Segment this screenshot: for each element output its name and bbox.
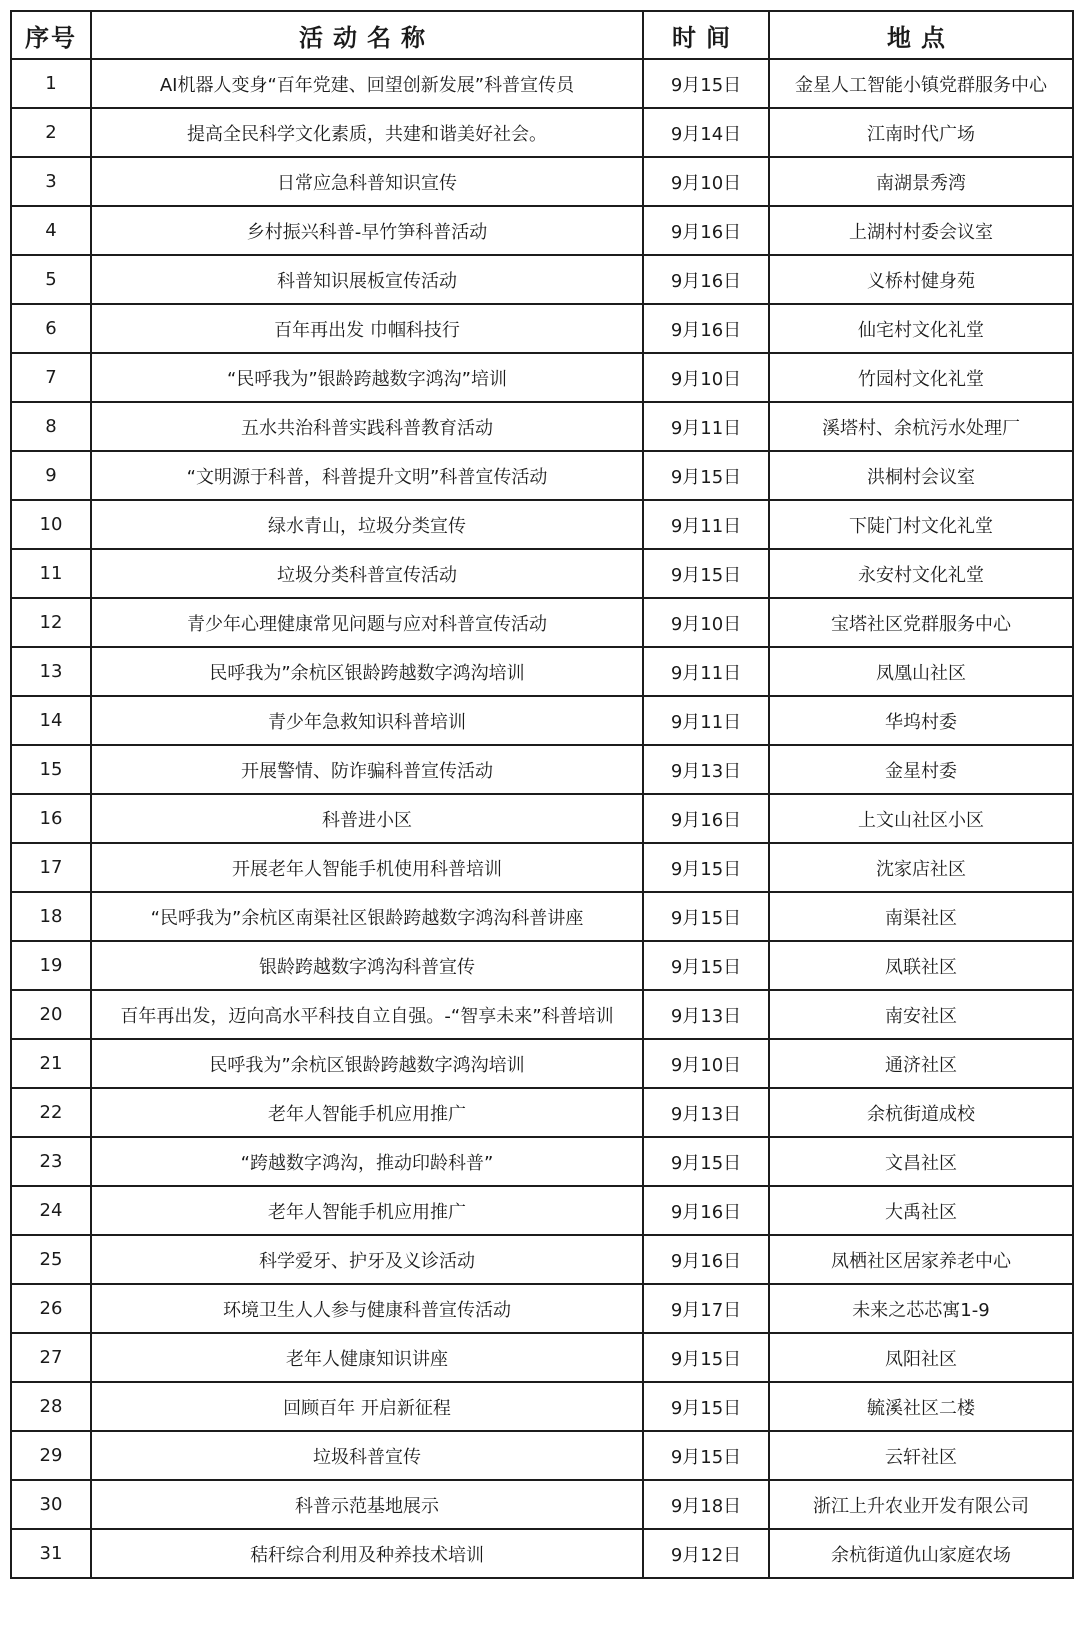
table-row bbox=[11, 59, 1073, 108]
column-header-no: 序号 bbox=[11, 11, 91, 59]
cell-time: 9月15日 bbox=[643, 843, 769, 892]
cell-place: 永安村文化礼堂 bbox=[769, 549, 1073, 598]
cell-time: 9月15日 bbox=[643, 941, 769, 990]
cell-place: 凤阳社区 bbox=[769, 1333, 1073, 1382]
cell-no: 27 bbox=[11, 1333, 91, 1382]
cell-activity-name: 老年人智能手机应用推广 bbox=[91, 1186, 643, 1235]
cell-activity-name: 老年人健康知识讲座 bbox=[91, 1333, 643, 1382]
table-row bbox=[11, 647, 1073, 696]
cell-time: 9月12日 bbox=[643, 1529, 769, 1578]
cell-place: 仙宅村文化礼堂 bbox=[769, 304, 1073, 353]
cell-no: 29 bbox=[11, 1431, 91, 1480]
cell-no: 8 bbox=[11, 402, 91, 451]
cell-activity-name: 科学爱牙、护牙及义诊活动 bbox=[91, 1235, 643, 1284]
cell-time: 9月10日 bbox=[643, 1039, 769, 1088]
column-header-place: 地点 bbox=[769, 11, 1073, 59]
cell-activity-name: 垃圾分类科普宣传活动 bbox=[91, 549, 643, 598]
cell-place: 南湖景秀湾 bbox=[769, 157, 1073, 206]
cell-activity-name: 民呼我为”余杭区银龄跨越数字鸿沟培训 bbox=[91, 1039, 643, 1088]
cell-no: 23 bbox=[11, 1137, 91, 1186]
cell-time: 9月13日 bbox=[643, 990, 769, 1039]
table-row bbox=[11, 1088, 1073, 1137]
cell-time: 9月15日 bbox=[643, 1382, 769, 1431]
table-header bbox=[11, 11, 1073, 59]
cell-place: 下陡门村文化礼堂 bbox=[769, 500, 1073, 549]
cell-time: 9月13日 bbox=[643, 1088, 769, 1137]
cell-no: 30 bbox=[11, 1480, 91, 1529]
cell-time: 9月15日 bbox=[643, 451, 769, 500]
cell-no: 9 bbox=[11, 451, 91, 500]
cell-no: 4 bbox=[11, 206, 91, 255]
cell-time: 9月16日 bbox=[643, 1235, 769, 1284]
column-header-name: 活动名称 bbox=[91, 11, 643, 59]
table-body bbox=[11, 59, 1073, 1578]
cell-activity-name: 老年人智能手机应用推广 bbox=[91, 1088, 643, 1137]
cell-place: 金星村委 bbox=[769, 745, 1073, 794]
cell-activity-name: 环境卫生人人参与健康科普宣传活动 bbox=[91, 1284, 643, 1333]
cell-no: 10 bbox=[11, 500, 91, 549]
cell-no: 3 bbox=[11, 157, 91, 206]
cell-activity-name: 科普进小区 bbox=[91, 794, 643, 843]
cell-time: 9月15日 bbox=[643, 1333, 769, 1382]
cell-place: 凤栖社区居家养老中心 bbox=[769, 1235, 1073, 1284]
cell-activity-name: 百年再出发 巾帼科技行 bbox=[91, 304, 643, 353]
table-row bbox=[11, 108, 1073, 157]
table-row bbox=[11, 1480, 1073, 1529]
cell-activity-name: 乡村振兴科普-早竹笋科普活动 bbox=[91, 206, 643, 255]
cell-time: 9月16日 bbox=[643, 255, 769, 304]
cell-place: 南安社区 bbox=[769, 990, 1073, 1039]
cell-no: 5 bbox=[11, 255, 91, 304]
table-row bbox=[11, 843, 1073, 892]
cell-no: 20 bbox=[11, 990, 91, 1039]
table-row bbox=[11, 941, 1073, 990]
cell-place: 沈家店社区 bbox=[769, 843, 1073, 892]
cell-place: 余杭街道成校 bbox=[769, 1088, 1073, 1137]
cell-no: 12 bbox=[11, 598, 91, 647]
table-row bbox=[11, 500, 1073, 549]
cell-time: 9月10日 bbox=[643, 157, 769, 206]
table-row bbox=[11, 549, 1073, 598]
table-row bbox=[11, 1382, 1073, 1431]
cell-time: 9月14日 bbox=[643, 108, 769, 157]
cell-time: 9月15日 bbox=[643, 892, 769, 941]
cell-no: 31 bbox=[11, 1529, 91, 1578]
table-row bbox=[11, 1137, 1073, 1186]
cell-activity-name: “民呼我为”余杭区南渠社区银龄跨越数字鸿沟科普讲座 bbox=[91, 892, 643, 941]
cell-activity-name: 科普知识展板宣传活动 bbox=[91, 255, 643, 304]
cell-activity-name: AI机器人变身“百年党建、回望创新发展”科普宣传员 bbox=[91, 59, 643, 108]
cell-time: 9月11日 bbox=[643, 402, 769, 451]
table-row bbox=[11, 1039, 1073, 1088]
cell-no: 21 bbox=[11, 1039, 91, 1088]
table-row bbox=[11, 451, 1073, 500]
cell-place: 大禹社区 bbox=[769, 1186, 1073, 1235]
cell-place: 竹园村文化礼堂 bbox=[769, 353, 1073, 402]
cell-place: 通济社区 bbox=[769, 1039, 1073, 1088]
activity-schedule-table bbox=[10, 10, 1074, 1579]
cell-no: 18 bbox=[11, 892, 91, 941]
cell-activity-name: 开展老年人智能手机使用科普培训 bbox=[91, 843, 643, 892]
cell-no: 2 bbox=[11, 108, 91, 157]
table-row bbox=[11, 1284, 1073, 1333]
table-row bbox=[11, 990, 1073, 1039]
table-row bbox=[11, 892, 1073, 941]
cell-no: 28 bbox=[11, 1382, 91, 1431]
cell-time: 9月11日 bbox=[643, 696, 769, 745]
cell-time: 9月10日 bbox=[643, 353, 769, 402]
cell-activity-name: 垃圾科普宣传 bbox=[91, 1431, 643, 1480]
cell-time: 9月10日 bbox=[643, 598, 769, 647]
cell-activity-name: “民呼我为”银龄跨越数字鸿沟”培训 bbox=[91, 353, 643, 402]
table-row bbox=[11, 794, 1073, 843]
cell-place: 上文山社区小区 bbox=[769, 794, 1073, 843]
cell-time: 9月17日 bbox=[643, 1284, 769, 1333]
cell-place: 溪塔村、余杭污水处理厂 bbox=[769, 402, 1073, 451]
cell-place: 洪桐村会议室 bbox=[769, 451, 1073, 500]
cell-place: 宝塔社区党群服务中心 bbox=[769, 598, 1073, 647]
cell-activity-name: 科普示范基地展示 bbox=[91, 1480, 643, 1529]
table-row bbox=[11, 255, 1073, 304]
cell-time: 9月11日 bbox=[643, 647, 769, 696]
cell-no: 15 bbox=[11, 745, 91, 794]
cell-activity-name: 日常应急科普知识宣传 bbox=[91, 157, 643, 206]
cell-activity-name: 青少年心理健康常见问题与应对科普宣传活动 bbox=[91, 598, 643, 647]
cell-place: 上湖村村委会议室 bbox=[769, 206, 1073, 255]
cell-no: 24 bbox=[11, 1186, 91, 1235]
cell-place: 凤凰山社区 bbox=[769, 647, 1073, 696]
header-row bbox=[11, 11, 1073, 59]
cell-time: 9月16日 bbox=[643, 1186, 769, 1235]
table-row bbox=[11, 157, 1073, 206]
cell-place: 义桥村健身苑 bbox=[769, 255, 1073, 304]
cell-activity-name: 五水共治科普实践科普教育活动 bbox=[91, 402, 643, 451]
activity-schedule-sheet bbox=[10, 10, 1072, 1579]
cell-no: 11 bbox=[11, 549, 91, 598]
cell-activity-name: 开展警情、防诈骗科普宣传活动 bbox=[91, 745, 643, 794]
cell-activity-name: 民呼我为”余杭区银龄跨越数字鸿沟培训 bbox=[91, 647, 643, 696]
cell-no: 25 bbox=[11, 1235, 91, 1284]
cell-time: 9月15日 bbox=[643, 549, 769, 598]
cell-activity-name: 提高全民科学文化素质，共建和谐美好社会。 bbox=[91, 108, 643, 157]
table-row bbox=[11, 353, 1073, 402]
cell-time: 9月15日 bbox=[643, 1431, 769, 1480]
cell-place: 南渠社区 bbox=[769, 892, 1073, 941]
cell-activity-name: 青少年急救知识科普培训 bbox=[91, 696, 643, 745]
cell-time: 9月13日 bbox=[643, 745, 769, 794]
cell-no: 7 bbox=[11, 353, 91, 402]
table-row bbox=[11, 696, 1073, 745]
table-row bbox=[11, 304, 1073, 353]
table-row bbox=[11, 745, 1073, 794]
table-row bbox=[11, 402, 1073, 451]
table-row bbox=[11, 1431, 1073, 1480]
table-row bbox=[11, 1529, 1073, 1578]
cell-place: 华坞村委 bbox=[769, 696, 1073, 745]
cell-time: 9月16日 bbox=[643, 304, 769, 353]
cell-no: 17 bbox=[11, 843, 91, 892]
cell-no: 6 bbox=[11, 304, 91, 353]
cell-activity-name: “文明源于科普，科普提升文明”科普宣传活动 bbox=[91, 451, 643, 500]
cell-no: 16 bbox=[11, 794, 91, 843]
cell-activity-name: 秸秆综合利用及种养技术培训 bbox=[91, 1529, 643, 1578]
cell-place: 毓溪社区二楼 bbox=[769, 1382, 1073, 1431]
cell-time: 9月15日 bbox=[643, 59, 769, 108]
cell-place: 江南时代广场 bbox=[769, 108, 1073, 157]
cell-no: 22 bbox=[11, 1088, 91, 1137]
cell-no: 14 bbox=[11, 696, 91, 745]
cell-time: 9月16日 bbox=[643, 794, 769, 843]
cell-time: 9月16日 bbox=[643, 206, 769, 255]
cell-place: 凤联社区 bbox=[769, 941, 1073, 990]
cell-activity-name: 百年再出发，迈向高水平科技自立自强。-“智享未来”科普培训 bbox=[91, 990, 643, 1039]
cell-activity-name: “跨越数字鸿沟，推动印龄科普” bbox=[91, 1137, 643, 1186]
table-row bbox=[11, 1333, 1073, 1382]
cell-no: 19 bbox=[11, 941, 91, 990]
cell-place: 云轩社区 bbox=[769, 1431, 1073, 1480]
cell-time: 9月15日 bbox=[643, 1137, 769, 1186]
cell-no: 26 bbox=[11, 1284, 91, 1333]
cell-activity-name: 回顾百年 开启新征程 bbox=[91, 1382, 643, 1431]
table-row bbox=[11, 1235, 1073, 1284]
table-row bbox=[11, 206, 1073, 255]
table-row bbox=[11, 1186, 1073, 1235]
cell-place: 浙江上升农业开发有限公司 bbox=[769, 1480, 1073, 1529]
cell-place: 未来之芯芯寓1-9 bbox=[769, 1284, 1073, 1333]
cell-place: 文昌社区 bbox=[769, 1137, 1073, 1186]
cell-activity-name: 绿水青山，垃圾分类宣传 bbox=[91, 500, 643, 549]
cell-no: 13 bbox=[11, 647, 91, 696]
table-row bbox=[11, 598, 1073, 647]
cell-place: 金星人工智能小镇党群服务中心 bbox=[769, 59, 1073, 108]
cell-no: 1 bbox=[11, 59, 91, 108]
cell-activity-name: 银龄跨越数字鸿沟科普宣传 bbox=[91, 941, 643, 990]
cell-time: 9月11日 bbox=[643, 500, 769, 549]
column-header-time: 时间 bbox=[643, 11, 769, 59]
cell-time: 9月18日 bbox=[643, 1480, 769, 1529]
cell-place: 余杭街道仇山家庭农场 bbox=[769, 1529, 1073, 1578]
